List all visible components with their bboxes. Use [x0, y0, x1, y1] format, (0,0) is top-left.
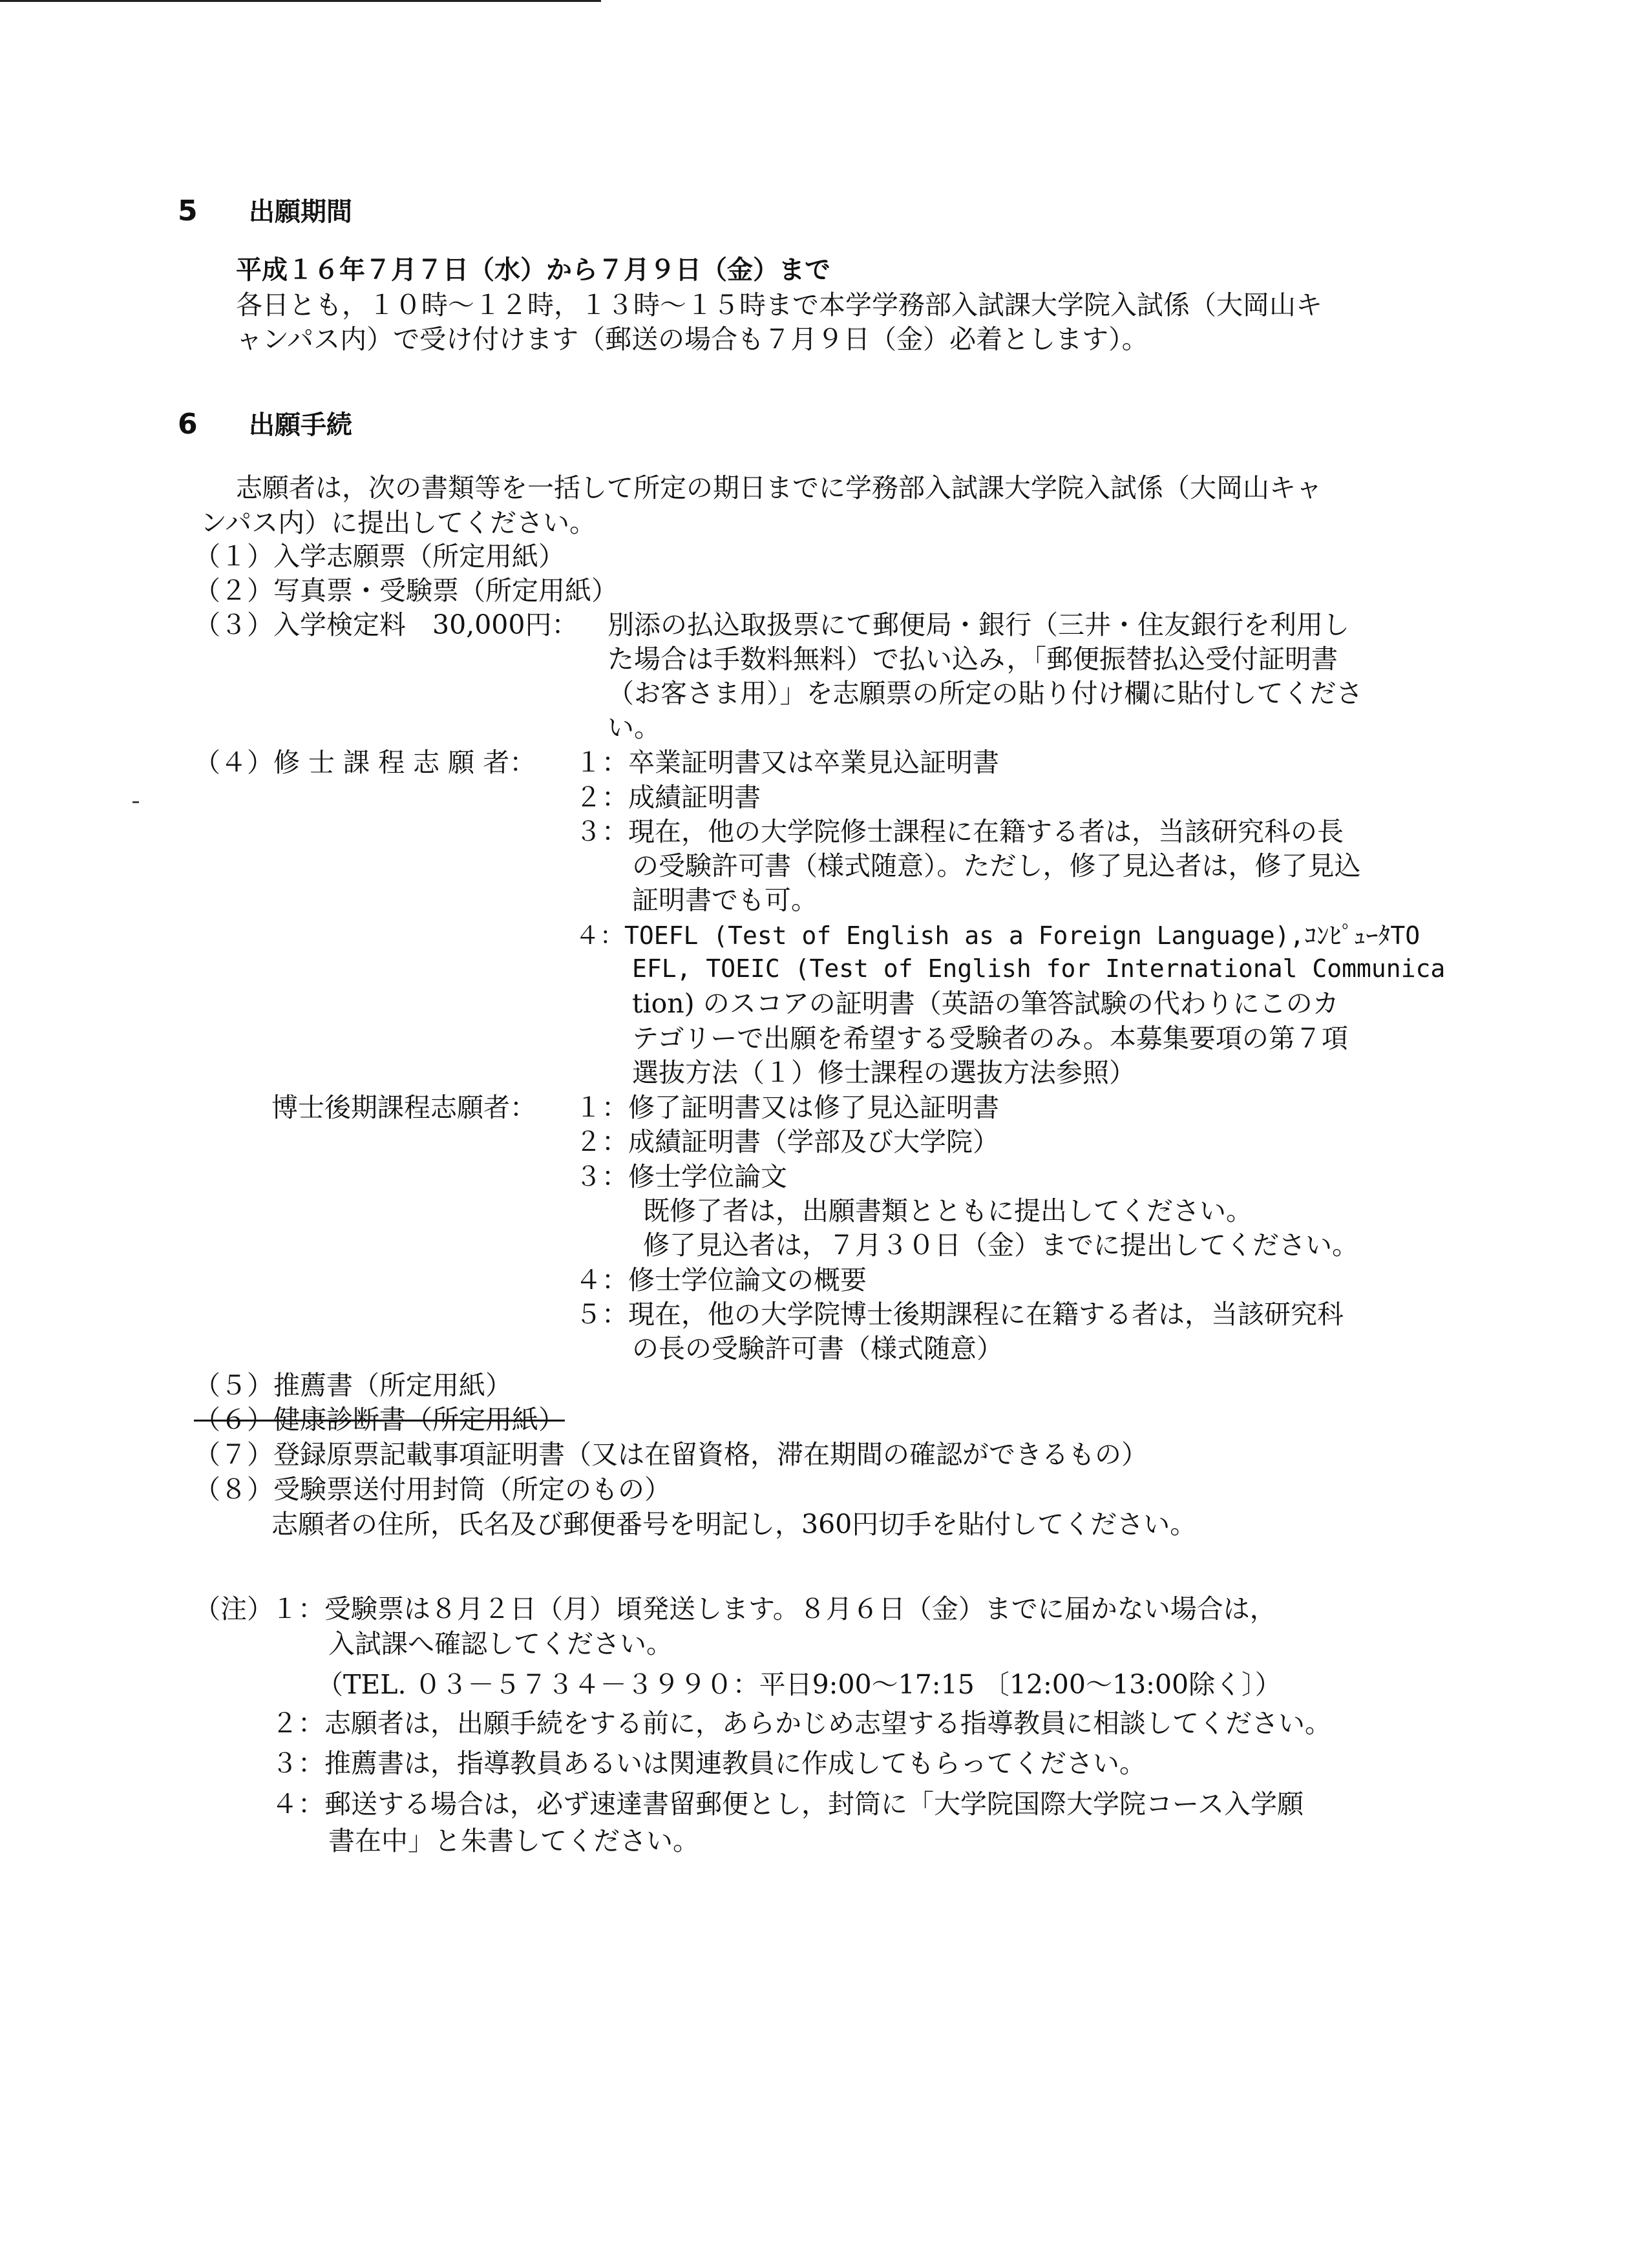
period-detail-line2: ャンパス内）で受け付けます（郵送の場合も７月９日（金）必着とします）。: [236, 324, 1148, 355]
item-8-detail: 志願者の住所，氏名及び郵便番号を明記し，360円切手を貼付してください。: [271, 1509, 1197, 1540]
item-1: （１）入学志願票（所定用紙）: [194, 541, 565, 572]
procedure-intro-line2: ンパス内）に提出してください。: [200, 507, 597, 538]
doctor-doc-3-line2: 既修了者は，出願書類とともに提出してください。: [643, 1195, 1252, 1226]
period-detail-line1: 各日とも，１０時～１２時，１３時～１５時まで本学学務部入試課大学院入試係（大岡山キ: [236, 289, 1322, 320]
section-5-number: 5: [178, 194, 198, 227]
doctor-doc-3-line3: 修了見込者は，７月３０日（金）までに提出してください。: [643, 1230, 1358, 1261]
item-3-line1: 別添の払込取扱票にて郵便局・銀行（三井・住友銀行を利用し: [607, 609, 1349, 640]
master-doc-4-line1-text: ４：TOEFL (Test of English as a Foreign Language),ｺﾝﾋﾟｭｰﾀTO: [575, 921, 1421, 950]
note-3: ３：推薦書は，指導教員あるいは関連教員に作成してもらってください。: [271, 1748, 1146, 1779]
item-8: （８）受験票送付用封筒（所定のもの）: [194, 1474, 671, 1505]
item-4-label: （４）修 士 課 程 志 願 者：: [194, 747, 536, 778]
note-1-line2: 入試課へ確認してください。: [328, 1628, 673, 1659]
master-doc-4-line3: tion) のスコアの証明書（英語の筆答試験の代わりにこのカ: [632, 988, 1339, 1019]
master-doc-1: １：卒業証明書又は卒業見込証明書: [575, 747, 999, 778]
master-doc-4-line5: 選抜方法（１）修士課程の選抜方法参照）: [632, 1057, 1136, 1088]
item-6-struck: （６）健康診断書（所定用紙）: [194, 1404, 565, 1435]
note-1-line3: （TEL. ０３－５７３４－３９９０：平日9:00～17:15 〔12:00～13:00除く〕）: [317, 1669, 1282, 1700]
master-doc-2: ２：成績証明書: [575, 782, 761, 813]
doctor-doc-3: ３：修士学位論文: [575, 1161, 787, 1192]
item-2: （２）写真票・受験票（所定用紙）: [194, 575, 618, 606]
item-3-line3: （お客さま用）」を志願票の所定の貼り付け欄に貼付してくださ: [607, 678, 1363, 709]
procedure-intro-line1: 志願者は，次の書類等を一括して所定の期日までに学務部入試課大学院入試係（大岡山キャ: [236, 472, 1322, 503]
section-5-title: 出願期間: [249, 197, 352, 227]
master-doc-4-line2: EFL, TOEIC (Test of English for International Communica: [632, 954, 1446, 983]
item-3-label: （３）入学検定料 30,000円：: [194, 609, 578, 640]
section-6-title: 出願手続: [249, 410, 352, 440]
doctor-doc-5-line1: ５：現在，他の大学院博士後期課程に在籍する者は，当該研究科: [575, 1299, 1344, 1330]
master-doc-4-line1: [575, 922, 1420, 949]
note-2: ２：志願者は，出願手続をする前に，あらかじめ志望する指導教員に相談してください。: [271, 1708, 1331, 1739]
doctor-doc-2: ２：成績証明書（学部及び大学院）: [575, 1126, 999, 1157]
item-5: （５）推薦書（所定用紙）: [194, 1370, 512, 1401]
section-6-heading: [178, 410, 352, 439]
doctor-doc-4: ４：修士学位論文の概要: [575, 1265, 867, 1296]
item-7: （７）登録原票記載事項証明書（又は在留資格，滞在期間の確認ができるもの）: [194, 1439, 1148, 1470]
doctor-doc-1: １：修了証明書又は修了見込証明書: [575, 1092, 999, 1123]
item-3-line4: い。: [607, 712, 660, 743]
master-doc-3-line2: の受験許可書（様式随意）。ただし，修了見込者は，修了見込: [632, 850, 1361, 881]
item-3-line2: た場合は手数料無料）で払い込み，「郵便振替払込受付証明書: [607, 644, 1338, 675]
note-4-line1: ４：郵送する場合は，必ず速達書留郵便とし，封筒に「大学院国際大学院コース入学願: [271, 1789, 1304, 1820]
top-rule: [0, 0, 601, 2]
section-6-number: 6: [178, 408, 198, 441]
note-4-line2: 書在中」と朱書してください。: [328, 1825, 699, 1856]
master-doc-3-line3: 証明書でも可。: [632, 885, 818, 916]
doctor-doc-5-line2: の長の受験許可書（様式随意）: [632, 1333, 1003, 1364]
master-doc-4-line4: テゴリーで出願を希望する受験者のみ。本募集要項の第７項: [632, 1023, 1348, 1054]
application-period: 平成１６年７月７日（水）から７月９日（金）まで: [236, 255, 830, 285]
doctor-label: 博士後期課程志願者：: [271, 1092, 536, 1123]
notes-label: （注）: [194, 1593, 273, 1624]
master-doc-3-line1: ３：現在，他の大学院修士課程に在籍する者は，当該研究科の長: [575, 816, 1344, 847]
section-5-heading: [178, 194, 352, 227]
note-1-line1: １：受験票は８月２日（月）頃発送します。８月６日（金）までに届かない場合は，: [271, 1593, 1276, 1624]
scan-mark: [132, 801, 139, 803]
